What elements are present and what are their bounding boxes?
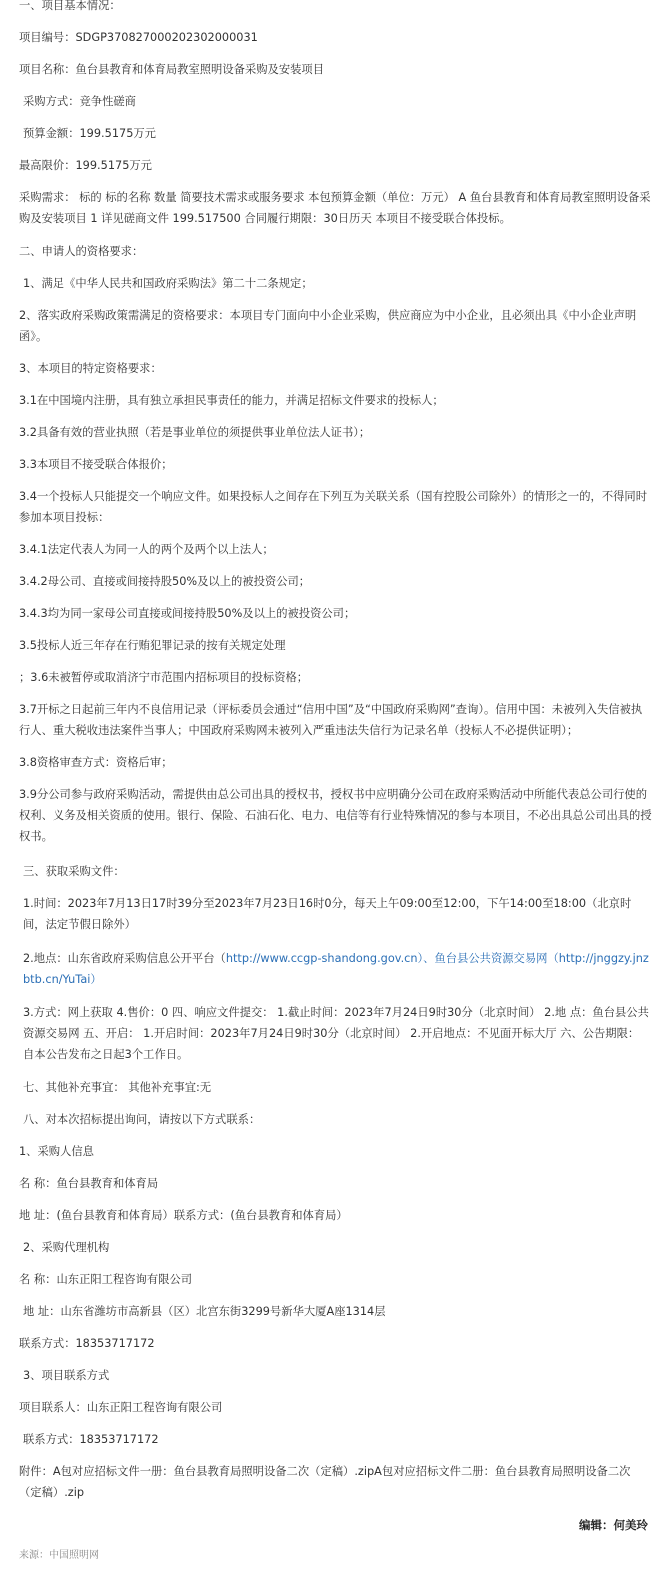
requirement-3-9: 3.9分公司参与政府采购活动，需提供由总公司出具的授权书，授权书中应明确分公司在政府采购活动中所能代表总公司行使的权利、义务及相关资质的使用。银行、保险、石油石化、电力、电信等有行业特殊情况的参与本项目，不必出具总公司出具的授权书。 — [19, 788, 652, 843]
procurement-method: 采购方式：竞争性磋商 — [23, 95, 136, 108]
source-credit: 来源：中国照明网 — [19, 1550, 99, 1561]
requirement-3-7: 3.7开标之日起前三年内不良信用记录（评标委员会通过“信用中国”及“中国政府采购网”查询）。信用中国：未被列入失信被执行人、重大税收违法案件当事人；中国政府采购网未被列入严重违法失信行为记录名单（投标人不必提供证明）； — [19, 703, 643, 737]
project-contact-phone: 联系方式：18353717172 — [23, 1433, 159, 1446]
project-number: 项目编号：SDGP370827000202302000031 — [19, 31, 258, 44]
purchaser-address: 地 址：(鱼台县教育和体育局）联系方式：(鱼台县教育和体育局） — [19, 1209, 348, 1222]
agency-name: 名 称：山东正阳工程咨询有限公司 — [19, 1273, 193, 1286]
purchaser-title: 1、采购人信息 — [19, 1145, 94, 1158]
project-name: 项目名称：鱼台县教育和体育局教室照明设备采购及安装项目 — [19, 63, 325, 76]
requirement-1: 1、满足《中华人民共和国政府采购法》第二十二条规定； — [23, 277, 313, 290]
acquire-place — [23, 948, 653, 990]
section-2-title: 二、申请人的资格要求： — [19, 245, 144, 258]
section-1-title: 一、项目基本情况： — [19, 0, 121, 12]
requirement-3-1: 3.1在中国境内注册，具有独立承担民事责任的能力，并满足招标文件要求的投标人； — [19, 394, 444, 407]
project-contact-person: 项目联系人：山东正阳工程咨询有限公司 — [19, 1401, 223, 1414]
acquire-place-prefix: 2.地点：山东省政府采购信息公开平台（ — [23, 952, 226, 965]
agency-title: 2、采购代理机构 — [23, 1241, 110, 1254]
requirement-3: 3、本项目的特定资格要求： — [19, 362, 162, 375]
agency-address: 地 址：山东省潍坊市高新县（区）北宫东街3299号新华大厦A座1314层 — [23, 1305, 386, 1318]
project-contact-title: 3、项目联系方式 — [23, 1369, 110, 1382]
acquire-method-and-schedule: 3.方式：网上获取 4.售价：0 四、响应文件提交： 1.截止时间：2023年7月24日9时30分（北京时间） 2.地 点：鱼台县公共资源交易网 五、开启： 1.开启时间：2023年7月24日9时30分（北京时间） 2.开启地点：不见面开标大厅 六、公告期限： 自本公告发布之日起3个工作日。 — [23, 1006, 649, 1061]
section-3-title: 三、获取采购文件： — [23, 865, 125, 878]
agency-phone: 联系方式：18353717172 — [19, 1337, 155, 1350]
requirement-3-2: 3.2具备有效的营业执照（若是事业单位的须提供事业单位法人证书）； — [19, 426, 371, 439]
platform-links[interactable]: http://www.ccgp-shandong.gov.cn）、鱼台县公共资源交易网（http://jnggzy.jnzbtb.cn/YuTai） — [23, 952, 649, 986]
attachment[interactable]: 附件：A包对应招标文件一册：鱼台县教育局照明设备二次（定稿）.zipA包对应招标文件二册：鱼台县教育局照明设备二次（定稿）.zip — [19, 1465, 631, 1499]
acquire-time: 1.时间：2023年7月13日17时39分至2023年7月23日16时0分，每天上午09:00至12:00，下午14:00至18:00（北京时间，法定节假日除外） — [23, 897, 632, 931]
editor-credit: 编辑：何美玲 — [579, 1518, 648, 1532]
requirement-3-8: 3.8资格审查方式：资格后审； — [19, 756, 173, 769]
requirement-3-4-1: 3.4.1法定代表人为同一人的两个及两个以上法人； — [19, 543, 274, 556]
requirement-3-4-2: 3.4.2母公司、直接或间接持股50%及以上的被投资公司； — [19, 575, 311, 588]
budget-amount: 预算金额：199.5175万元 — [23, 127, 156, 140]
requirement-3-3: 3.3本项目不接受联合体报价； — [19, 458, 173, 471]
requirement-3-4-3: 3.4.3均为同一家母公司直接或间接持股50%及以上的被投资公司； — [19, 607, 356, 620]
requirement-2: 2、落实政府采购政策需满足的资格要求：本项目专门面向中小企业采购，供应商应为中小企业，且必须出具《中小企业声明函》。 — [19, 309, 637, 343]
purchaser-name: 名 称：鱼台县教育和体育局 — [19, 1177, 159, 1190]
requirement-3-5: 3.5投标人近三年存在行贿犯罪记录的按有关规定处理 — [19, 639, 286, 652]
section-8: 八、对本次招标提出询问，请按以下方式联系： — [23, 1113, 261, 1126]
max-price: 最高限价：199.5175万元 — [19, 159, 152, 172]
requirement-3-4: 3.4一个投标人只能提交一个响应文件。如果投标人之间存在下列互为关联关系（国有控股公司除外）的情形之一的，不得同时参加本项目投标： — [19, 490, 648, 524]
requirement-3-6: ；3.6未被暂停或取消济宁市范围内招标项目的投标资格； — [19, 671, 309, 684]
procurement-requirement: 采购需求： 标的 标的名称 数量 简要技术需求或服务要求 本包预算金额（单位：万元） A 鱼台县教育和体育局教室照明设备采购及安装项目 1 详见磋商文件 199.517500 合同履行期限：30日历天 本项目不接受联合体投标。 — [19, 191, 651, 225]
section-7: 七、其他补充事宜： 其他补充事宜:无 — [23, 1081, 212, 1094]
